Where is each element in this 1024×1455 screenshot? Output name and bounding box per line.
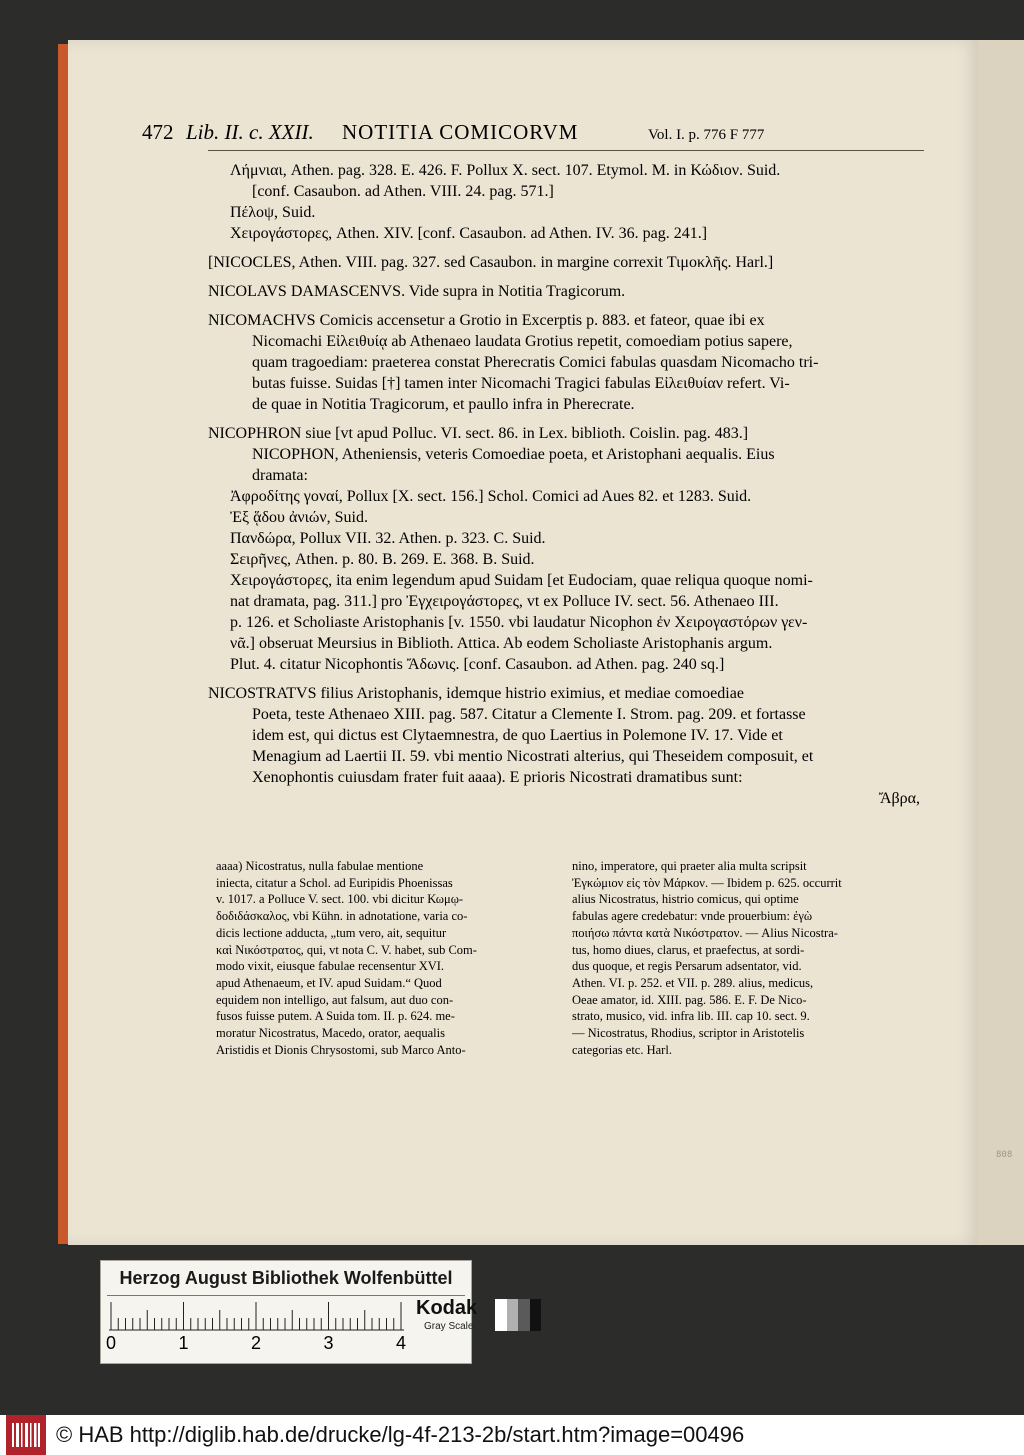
text-line: NICOMACHVS Comicis accensetur a Grotio in Excerptis p. 883. et fateor, quae ibi ex: [208, 312, 765, 329]
text-line: NICOPHON, Atheniensis, veteris Comoediae poeta, et Aristophani aequalis. Eius: [252, 446, 775, 463]
footnote-line: alius Nicostratus, histrio comicus, qui optime: [572, 892, 799, 907]
ruler-number: 2: [250, 1333, 261, 1353]
footnote-line: καὶ Νικόστρατος, qui, vt nota C. V. habet, sub Com-: [216, 942, 477, 957]
footnote-line: dus quoque, et regis Persarum adsentator, vid.: [572, 959, 802, 974]
text-line: [conf. Casaubon. ad Athen. VIII. 24. pag. 571.]: [252, 183, 554, 200]
text-line: nat dramata, pag. 311.] pro Ἐγχειρογάστορες, vt ex Polluce IV. sect. 56. Athenaeo III.: [230, 593, 779, 610]
library-title: Herzog August Bibliothek Wolfenbüttel: [119, 1268, 453, 1288]
text-line: [NICOCLES, Athen. VIII. pag. 327. sed Casaubon. in margine correxit Τιμοκλῆς. Harl.]: [208, 254, 774, 271]
text-line: Λήμνιαι, Athen. pag. 328. E. 426. F. Pollux X. sect. 107. Etymol. M. in Κώδιον. Suid.: [230, 162, 781, 179]
text-line: NICOPHRON siue [vt apud Polluc. VI. sect. 86. in Lex. biblioth. Coislin. pag. 483.]: [208, 425, 749, 442]
footnote-line: δοδιδάσκαλος, vbi Kühn. in adnotatione, varia co-: [216, 909, 468, 924]
text-line: Menagium ad Laertii II. 59. vbi mentio Nicostrati alterius, qui Theseidem composuit, et: [252, 748, 814, 765]
footnote-line: fusos fuisse putem. A Suida tom. II. p. 624. me-: [216, 1009, 455, 1024]
footnote-line: nino, imperatore, qui praeter alia multa scripsit: [572, 859, 807, 873]
text-line: Πέλοψ, Suid.: [230, 204, 316, 221]
footnote-line: equidem non intelligo, aut falsum, aut duo con-: [216, 992, 454, 1007]
footnote-column-left: [216, 858, 556, 1058]
text-line: Ἀφροδίτης γοναί, Pollux [X. sect. 156.] Schol. Comici ad Aues 82. et 1283. Suid.: [230, 488, 752, 505]
paragraph-gap: [208, 244, 920, 252]
footnote-line: fabulas agere credebatur: vnde prouerbium: ἐγὼ: [572, 909, 813, 924]
hab-barcode-logo-icon: [6, 1415, 46, 1455]
text-line: Πανδώρα, Pollux VII. 32. Athen. p. 323. C. Suid.: [230, 530, 546, 547]
footnote-line: ποιήσω πάντα κατὰ Νικόστρατον. — Alius Nicostra-: [572, 925, 838, 940]
footnote-line: Oeae amator, id. XIII. pag. 586. E. F. De Nico-: [572, 992, 807, 1007]
footnote-line: moratur Nicostratus, Macedo, orator, aequalis: [216, 1026, 445, 1041]
footnote-line: tus, homo diues, clarus, et praefectus, at sordi-: [572, 942, 805, 957]
ruler-number: 3: [323, 1333, 334, 1353]
text-line: Χειρογάστορες, ita enim legendum apud Suidam [et Eudociam, quae reliqua quoque nomi-: [230, 572, 813, 589]
book-chapter-ref: Lib. II. c. XXII.: [186, 120, 314, 144]
ruler-number: 1: [178, 1333, 189, 1353]
footnote-line: v. 1017. a Polluce V. sect. 100. vbi dicitur Κωμῳ-: [216, 892, 464, 907]
footnote-line: Ἐγκώμιον εἰς τὸν Μάρκον. — Ibidem p. 625. occurrit: [572, 875, 842, 890]
text-line: p. 126. et Scholiaste Aristophanis [v. 1550. vbi laudatur Nicophon ἐν Χειρογαστόρων γεν-: [230, 614, 808, 631]
text-line: NICOSTRATVS filius Aristophanis, idemque histrio eximius, et mediae comoediae: [208, 685, 744, 702]
footnote-line: iniecta, citatur a Schol. ad Euripidis Phoenissas: [216, 875, 453, 890]
paragraph-gap: [208, 675, 920, 683]
text-line: quam tragoediam: praeterea constat Pherecratis Comici fabulas quasdam Nicomacho tri-: [252, 354, 819, 371]
footnote-line: dicis lectione adducta, „tum vero, ait, sequitur: [216, 925, 447, 940]
ruler-numbers: [101, 1333, 406, 1357]
kodak-brand: Kodak: [416, 1297, 478, 1319]
next-page-strip: [978, 40, 1024, 1245]
library-card: [100, 1260, 478, 1364]
kodak-subtitle: Gray Scale: [424, 1321, 474, 1332]
footnote-line: aaaa) Nicostratus, nulla fabulae mentione: [216, 859, 424, 873]
catchword: Ἄβρα,: [878, 790, 920, 807]
paragraph-gap: [208, 302, 920, 310]
text-line: idem est, qui dictus est Clytaemnestra, de quo Laertius in Polemone IV. 17. Vide et: [252, 727, 783, 744]
card-divider: [107, 1295, 465, 1296]
head-rule: [208, 150, 924, 151]
text-line: Ἐξ ᾅδου ἀνιών, Suid.: [230, 509, 368, 526]
running-head: [142, 120, 932, 150]
footer-bar: [0, 1415, 1024, 1455]
footnote-line: Athen. VI. p. 252. et VII. p. 289. alius, medicus,: [572, 975, 814, 990]
text-line: Poeta, teste Athenaeo XIII. pag. 587. Citatur a Clemente I. Strom. pag. 209. et fortasse: [252, 706, 806, 723]
footer-url: © HAB http://diglib.hab.de/drucke/lg-4f-213-2b/start.htm?image=00496: [56, 1422, 745, 1447]
volume-ref: Vol. I. p. 776 F 777: [648, 127, 765, 143]
text-line: Nicomachi Εἰλειθυίᾳ ab Athenaeo laudata Grotius repetit, comoediam potius sapere,: [252, 333, 793, 350]
text-line: Χειρογάστορες, Athen. XIV. [conf. Casaubon. ad Athen. IV. 36. pag. 241.]: [230, 225, 708, 242]
text-line: butas fuisse. Suidas [†] tamen inter Nicomachi Tragici fabulas Εἰλειθυίαν refert. Vi-: [252, 375, 790, 392]
gray-scale-patches: [495, 1299, 541, 1331]
text-line: dramata:: [252, 467, 308, 484]
page-title: NOTITIA COMICORVM: [342, 120, 579, 144]
side-mark: 808: [996, 1150, 1013, 1160]
text-line: NICOLAVS DAMASCENVS. Vide supra in Notitia Tragicorum.: [208, 283, 626, 300]
text-line: de quae in Notitia Tragicorum, et paullo infra in Pherecrate.: [252, 396, 635, 413]
footnote-line: modo vixit, eiusque fabulae recensentur XVI.: [216, 959, 445, 974]
text-line: νᾶ.] obseruat Meursius in Biblioth. Attica. Ab eodem Scholiaste Aristophanis argum.: [230, 635, 773, 652]
footnote-line: — Nicostratus, Rhodius, scriptor in Aristotelis: [572, 1026, 805, 1041]
paragraph-gap: [208, 415, 920, 423]
text-line: Xenophontis cuiusdam frater fuit aaaa). E prioris Nicostrati dramatibus sunt:: [252, 769, 743, 786]
footnote-line: strato, musico, vid. infra lib. III. cap 10. sect. 9.: [572, 1009, 810, 1024]
page-number: 472: [142, 120, 174, 144]
text-line: Σειρῆνες, Athen. p. 80. B. 269. E. 368. B. Suid.: [230, 551, 535, 568]
footnote-line: apud Athenaeum, et IV. apud Suidam.“ Quod: [216, 975, 442, 990]
text-line: Plut. 4. citatur Nicophontis Ἄδωνις. [conf. Casaubon. ad Athen. pag. 240 sq.]: [230, 656, 725, 673]
paragraph-gap: [208, 273, 920, 281]
main-text: [208, 160, 920, 809]
ruler-scale: [109, 1301, 404, 1331]
footnote-column-right: [572, 858, 922, 1058]
ruler-number: 4: [395, 1333, 406, 1353]
footnote-line: Aristidis et Dionis Chrysostomi, sub Marco Anto-: [216, 1042, 466, 1057]
footnote-line: categorias etc. Harl.: [572, 1042, 672, 1057]
ruler-number: 0: [105, 1333, 116, 1353]
